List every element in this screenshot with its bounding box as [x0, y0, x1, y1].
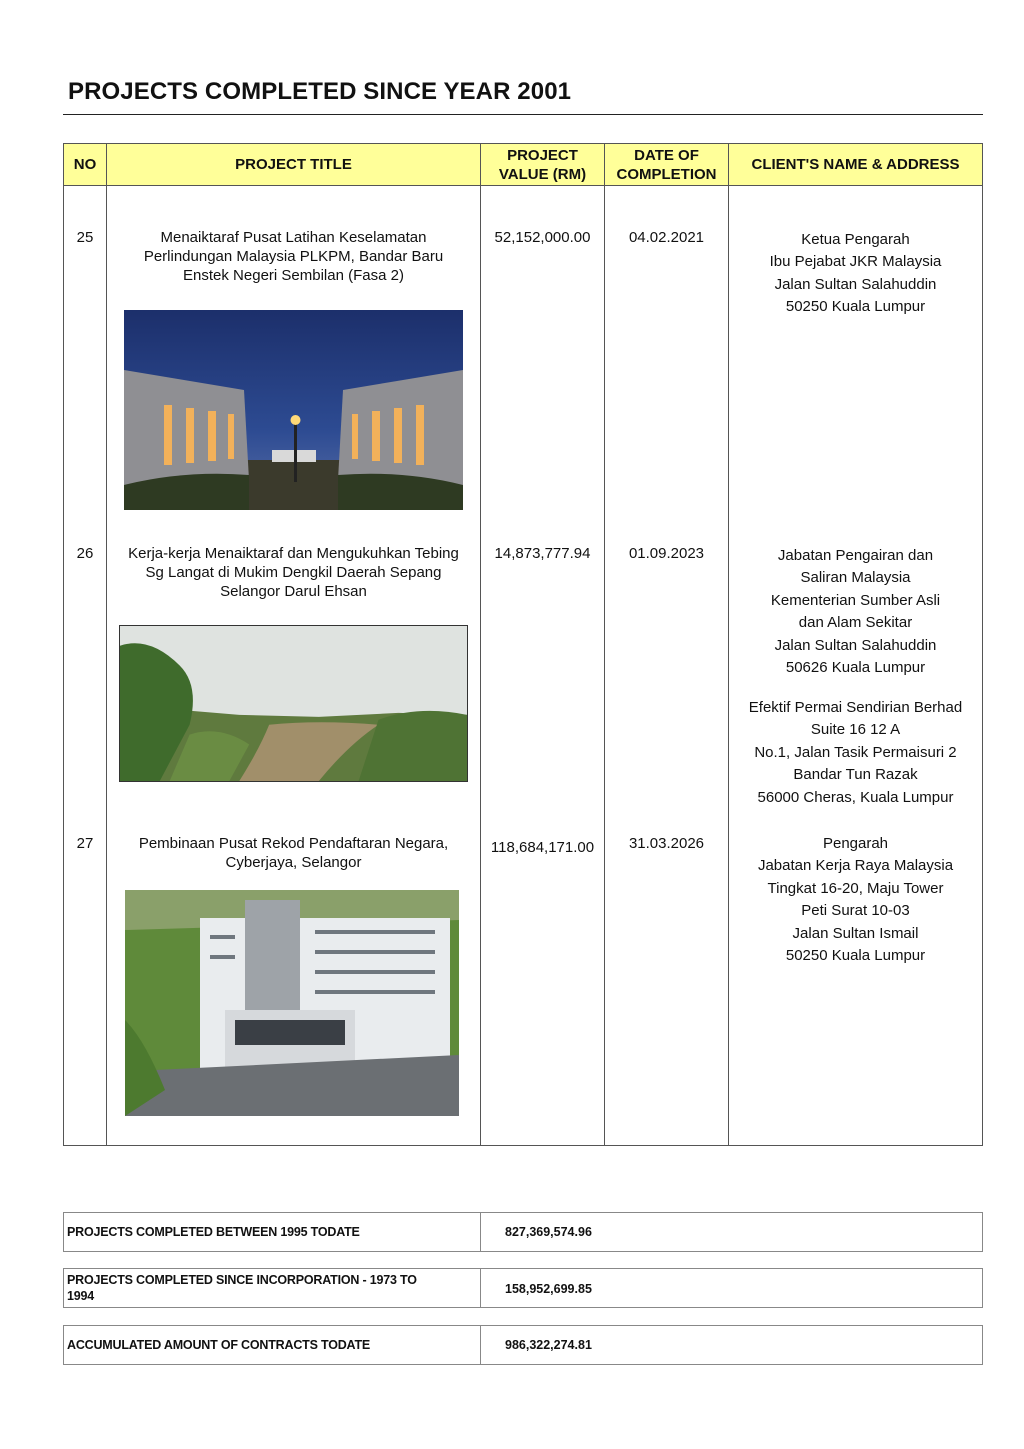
row-27-title: Pembinaan Pusat Rekod Pendaftaran Negara, Cyberjaya, Selangor	[138, 835, 449, 871]
header-project-value: PROJECT VALUE (RM)	[498, 146, 587, 183]
column-divider	[106, 143, 107, 1146]
summary-divider	[480, 1212, 481, 1252]
header-project-title: PROJECT TITLE	[235, 156, 352, 173]
row-25-client: Ketua Pengarah Ibu Pejabat JKR Malaysia Jalan Sultan Salahuddin 50250 Kuala Lumpur	[769, 231, 942, 316]
row-26-client: Jabatan Pengairan dan Saliran Malaysia Kementerian Sumber Asli dan Alam Sekitar Jalan Sultan Salahuddin 50626 Kuala Lumpur	[770, 547, 941, 677]
summary-value-1995-todate: 827,369,574.96	[505, 1225, 592, 1239]
page-title: PROJECTS COMPLETED SINCE YEAR 2001	[68, 78, 572, 105]
row-25-value: 52,152,000.00	[494, 229, 591, 246]
summary-divider	[480, 1325, 481, 1365]
title-underline	[63, 114, 983, 115]
project-photo-training-centre	[124, 310, 463, 510]
row-27-value: 118,684,171.00	[490, 839, 595, 856]
row-25-title: Menaiktaraf Pusat Latihan Keselamatan Perlindungan Malaysia PLKPM, Bandar Baru Enstek Negeri Sembilan (Fasa 2)	[143, 229, 444, 284]
summary-divider	[480, 1268, 481, 1308]
row-26-value: 14,873,777.94	[494, 545, 591, 562]
summary-label-1995-todate: PROJECTS COMPLETED BETWEEN 1995 TODATE	[67, 1225, 360, 1239]
row-26-date: 01.09.2023	[628, 545, 705, 562]
summary-value-accumulated: 986,322,274.81	[505, 1338, 592, 1352]
summary-label-1973-1994: PROJECTS COMPLETED SINCE INCORPORATION - 1973 TO 1994	[67, 1273, 417, 1303]
header-date-of-completion: DATE OF COMPLETION	[616, 146, 717, 183]
column-divider	[480, 143, 481, 1146]
summary-value-1973-1994: 158,952,699.85	[505, 1282, 592, 1296]
row-26-client-2: Efektif Permai Sendirian Berhad Suite 16 12 A No.1, Jalan Tasik Permaisuri 2 Bandar Tun Razak 56000 Cheras, Kuala Lumpur	[748, 699, 963, 806]
row-26-title: Kerja-kerja Menaiktaraf dan Mengukuhkan Tebing Sg Langat di Mukim Dengkil Daerah Sepang Selangor Darul Ehsan	[128, 545, 459, 600]
header-divider	[63, 185, 983, 186]
row-25-date: 04.02.2021	[628, 229, 705, 246]
row-25-no: 25	[76, 229, 94, 246]
row-27-date: 31.03.2026	[628, 835, 705, 852]
row-27-client: Pengarah Jabatan Kerja Raya Malaysia Tingkat 16-20, Maju Tower Peti Surat 10-03 Jalan Sultan Ismail 50250 Kuala Lumpur	[757, 835, 954, 965]
project-photo-records-building	[125, 890, 459, 1116]
row-27-no: 27	[76, 835, 94, 852]
project-photo-river-bank	[119, 625, 468, 782]
header-client: CLIENT'S NAME & ADDRESS	[751, 156, 960, 173]
summary-label-accumulated: ACCUMULATED AMOUNT OF CONTRACTS TODATE	[67, 1338, 371, 1352]
header-no: NO	[73, 156, 97, 173]
column-divider	[604, 143, 605, 1146]
row-26-no: 26	[76, 545, 94, 562]
